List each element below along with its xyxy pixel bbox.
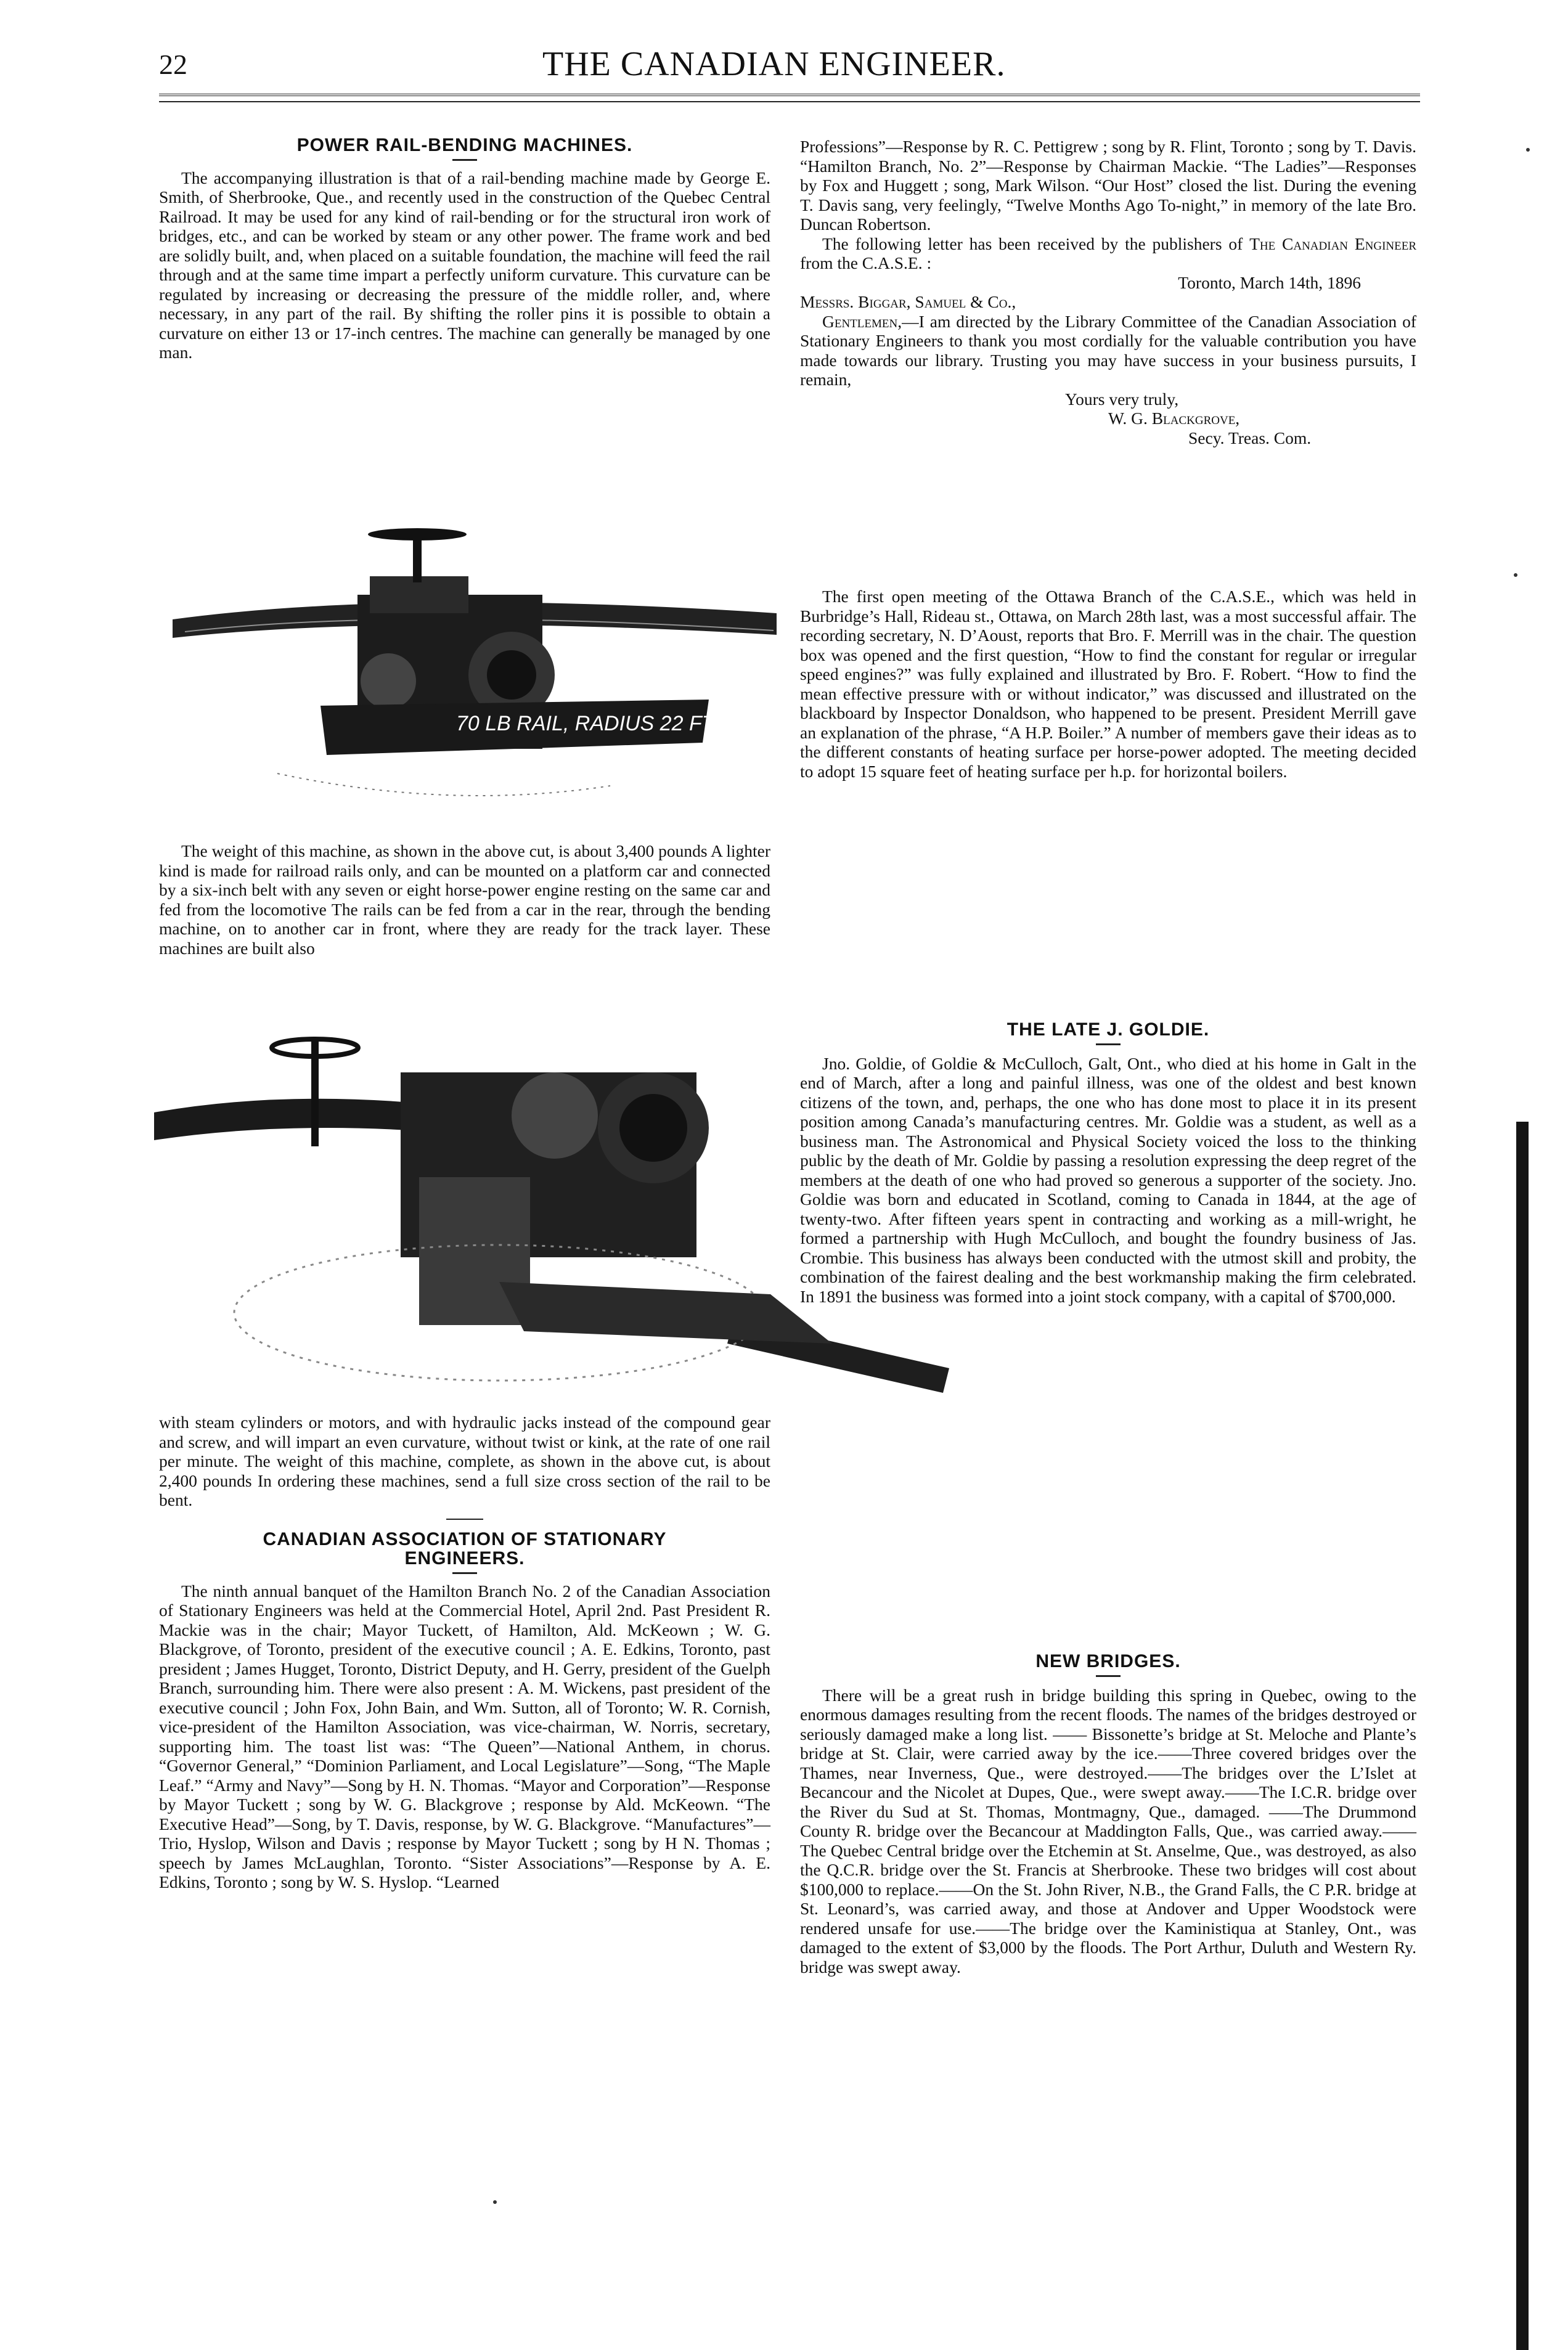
- margin-speck: [1514, 573, 1517, 577]
- bridges-article: [800, 1652, 1416, 1977]
- rail-label: 70 LB RAIL, RADIUS 22 FT: [456, 712, 715, 735]
- journal-name: The Canadian Engineer: [1249, 234, 1417, 253]
- title-dash: [452, 1572, 477, 1574]
- letter-signer-title: Secy. Treas. Com.: [1188, 428, 1312, 447]
- letter-intro-end: from the C.A.S.E. :: [800, 253, 932, 272]
- goldie-article: [800, 1020, 1416, 1306]
- title-dash: [452, 159, 477, 161]
- rail-bending-paragraph-2: The weight of this machine, as shown in the above cut, is about 3,400 pounds A lighter kind is made for railroad rails only, and can be mounted on a platform car and connected by a six-inch belt with any seven or eight horse-power engine resting on the same car and fed from the locomotive The rails can be fed from a car in the rear, through the bending machine, on to another car in front, where they are ready for the track layer. These machines are built also: [159, 841, 770, 958]
- goldie-paragraph: Jno. Goldie, of Goldie & McCulloch, Galt, Ont., who died at his home in Galt in the end of March, after a long and painful illness, was one of the oldest and best known citizens of the town, and, perhaps, the one who has done most to place it in its present position among Canada’s manufacturing centres. Mr. Goldie was a student, as well as a business man. The Astronomical and Physical Society voiced the loss to the thinking public by the death of Mr. Goldie by passing a resolution expressing the deep regret of the members at the death of one who had proved so generous a supporter of the society. Jno. Goldie was born and educated in Scotland, coming to Canada in 1844, at the age of twenty-two. After fifteen years spent in contracting and working as a mill-wright, he formed a partnership with Hugh McCulloch, and bought the foundry business of Jas. Crombie. This business has always been conducted with the utmost skill and probity, the combination of the fairest dealing and the best workmanship making the firm celebrated. In 1891 the business was formed into a joint stock company, with a capital of $700,000.: [800, 1053, 1416, 1306]
- letter-signer: W. G. Blackgrove,: [1108, 409, 1240, 428]
- margin-speck: [1526, 148, 1530, 152]
- rail-bending-article-middle: [159, 841, 770, 958]
- letter-body-paragraph: [800, 312, 1416, 390]
- title-dash: [1096, 1043, 1121, 1045]
- case-paragraph-2: Professions”—Response by R. C. Pettigrew ; song by R. Flint, Toronto ; song by T. Davis. “Hamilton Branch, No. 2”—Response by Chairman Mackie. “The Ladies”—Responses by Fox and Huggett ; song, Mark Wilson. “Our Host” closed the list. During the evening T. Davis sang, very feelingly, “Twelve Months Ago To-night,” in memory of the late Bro. Duncan Robertson.: [800, 137, 1416, 234]
- rail-bending-paragraph-1: The accompanying illustration is that of a rail-bending machine made by George E. Smith, of Sherbrooke, Que., and recently used in the construction of the Quebec Central Railroad. It may be used for any kind of rail-bending or for the structural iron work of bridges, etc., and can be worked by steam or any other power. The frame work and bed are solidly built, and, when placed on a suitable foundation, the machine will feed the rail through and at the same time impart a perfectly uniform curvature. This curvature can be regulated by increasing or decreasing the pressure of the middle roller, and, where necessary, in any part of the rail. By shifting the roller pins it is possible to obtain a curvature on either 13 or 17-inch centres. The machine can generally be managed by one man.: [159, 168, 770, 362]
- letter-intro: The following letter has been received by the publishers of: [822, 234, 1243, 253]
- title-dash: [1096, 1675, 1121, 1677]
- case-paragraph-1: The ninth annual banquet of the Hamilton Branch No. 2 of the Canadian Association of Stationary Engineers was held at the Commercial Hotel, April 2nd. Past President R. Mackie was in the chair; Mayor Tuckett, of Hamilton, Ald. McKeown ; W. G. Blackgrove, of Toronto, president of the executive council ; A. E. Edkins, Toronto, past president ; James Hugget, Toronto, District Deputy, and H. Gerry, president of the Guelph Branch, surrounding him. There were also present : A. M. Wickens, past president of the executive council ; John Fox, John Bain, and Wm. Sutton, all of Toronto; W. R. Cornish, vice-president of the Hamilton Association, was vice-chairman, W. Norris, secretary, supporting him. The toast list was: “The Queen”—National Anthem, in chorus. “Governor General,” “Dominion Parliament, and Local Legislature”—Song, “The Maple Leaf.” “Army and Navy”—Song by H. N. Thomas. “Mayor and Corporation”—Response by Mayor Tuckett ; song by W. G. Blackgrove ; response by Ald. McKeown. “The Executive Head”—Song, by T. Davis, response, by W. G. Blackgrove. “Manufactures”—Trio, Hyslop, Wilson and Davis ; response by Mayor Tuckett ; song by H N. Thomas ; speech by James McLaughlan, Toronto. “Sister Associations”—Response by A. E. Edkins, Toronto ; song by W. S. Hyslop. “Learned: [159, 1581, 770, 1891]
- margin-speck: [493, 2200, 497, 2204]
- rail-bending-title: POWER RAIL-BENDING MACHINES.: [296, 135, 633, 155]
- case-title-line-1: CANADIAN ASSOCIATION OF STATIONARY: [263, 1528, 667, 1549]
- goldie-title: THE LATE J. GOLDIE.: [1007, 1019, 1210, 1040]
- bridges-title: NEW BRIDGES.: [1035, 1651, 1181, 1671]
- right-column-top: [800, 137, 1416, 447]
- left-column-bottom: [159, 1413, 770, 1892]
- rail-bending-paragraph-3: with steam cylinders or motors, and with hydraulic jacks instead of the compound gear and screw, and will impart an even curvature, without twist or kink, at the rate of one rail per minute. The weight of this machine, complete, as shown in the above cut, is about 2,400 pounds In ordering these machines, send a full size cross section of the rail to be bent.: [159, 1413, 770, 1509]
- letter-place-date: Toronto, March 14th, 1896: [1178, 272, 1361, 292]
- bridges-paragraph: There will be a great rush in bridge building this spring in Quebec, owing to the enormous damages resulting from the recent floods. The names of the bridges destroyed or seriously damaged make a long list. —— Bissonette’s bridge at St. Meloche and Plante’s bridge at St. Clair, were carried away by the ice.——Three covered bridges over the Thames, near Inverness, Que., were destroyed.——The bridges over the L’Islet at Becancour and the Nicolet at Dupes, Que., were swept away.——The I.C.R. bridge over the River du Sud at St. Thomas, Montmagny, Que., damaged. ——The Drummond County R. bridge over the Becancour at Maddington Falls, Que., was carried away.——The Quebec Central bridge over the Etchemin at St. Anselme, Que., was destroyed, as also the Q.C.R. bridge over the St. Francis at Sherbrooke. These two bridges will cost about $100,000 to replace.——On the St. John River, N.B., the Grand Falls, the C P.R. bridge at St. Leonard’s, was carried away, and those at Andover and Upper Woodstock were rendered unsafe for use.——The bridge over the Kaministiqua at Stanley, Ont., was damaged to the extent of $3,000 by the floods. The Port Arthur, Duluth and Western Ry. bridge was swept away.: [800, 1685, 1416, 1977]
- case-paragraph-3: [800, 234, 1416, 273]
- ottawa-branch-block: [800, 587, 1416, 781]
- running-head: THE CANADIAN ENGINEER.: [542, 45, 1006, 83]
- letter-addressee: Messrs. Biggar, Samuel & Co.,: [800, 292, 1016, 311]
- binding-edge: [1516, 1122, 1529, 2350]
- letter-closing: Yours very truly,: [1065, 389, 1179, 409]
- section-rule: [446, 1519, 483, 1520]
- page-number: 22: [159, 49, 187, 80]
- rail-bending-article-top: [159, 136, 770, 362]
- case-title-line-2: ENGINEERS.: [404, 1548, 525, 1569]
- letter-salutation: Gentlemen,: [822, 311, 902, 331]
- letter-body: —I am directed by the Library Committee of the Canadian Association of Stationary Engineers to thank you most cordially for the valuable contribution you have made towards our library. Trusting you may have success in your business pursuits, I remain,: [800, 311, 1416, 389]
- header-rule: [159, 94, 1420, 102]
- rail-bending-machine-illustration-1: [166, 521, 783, 841]
- case-paragraph-4: The first open meeting of the Ottawa Branch of the C.A.S.E., which was held in Burbridge’s Hall, Rideau st., Ottawa, on March 28th last, was a most successful affair. The recording secretary, N. D’Aoust, reports that Bro. F. Merrill was in the chair. The question box was opened and the first question, “How to find the constant for regular or irregular speed engines?” was fully explained and illustrated by Bro. F. Robert. “How to find the mean effective pressure with or without indicator,” was discussed and illustrated on the blackboard by Inspector Donaldson, who happened to be present. President Merrill gave an explanation of the phrase, “A H.P. Boiler.” A number of members gave their ideas as to the different constants of heating surface per horse-power adopted. The meeting decided to adopt 15 square feet of heating surface per h.p. for horizontal boilers.: [800, 587, 1416, 781]
